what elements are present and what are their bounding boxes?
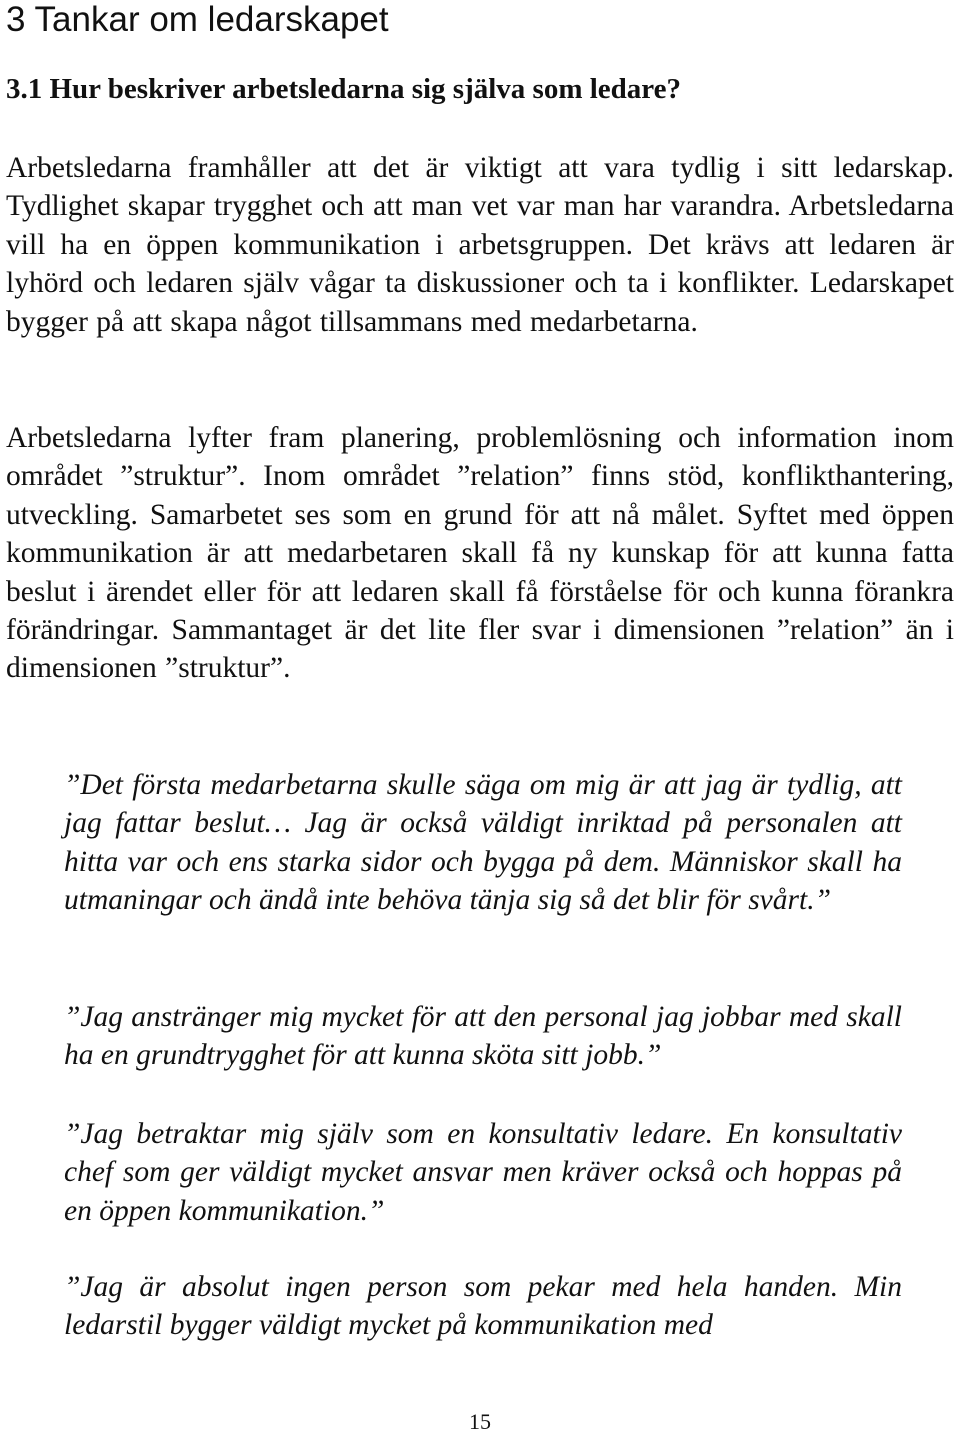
interview-quote: ”Jag anstränger mig mycket för att den personal jag jobbar med skall ha en grundtrygghet för att kunna sköta sitt jobb.” (64, 1001, 902, 1072)
interview-quote: ”Jag betraktar mig själv som en konsultativ ledare. En konsultativ chef som ger väldigt mycket ansvar men kräver också och hoppas på en öppen kommunikation.” (64, 1118, 902, 1227)
page-number: 15 (469, 1409, 491, 1434)
interview-quote: ”Det första medarbetarna skulle säga om mig är att jag är tydlig, att jag fattar beslut… Jag är också väldigt inriktad på personalen att hitta var och ens starka sidor och bygga på dem. Människor skall ha utmaningar och ändå inte behöva tänja sig så det blir för svårt.” (64, 769, 902, 917)
body-paragraph: Arbetsledarna framhåller att det är viktigt att vara tydlig i sitt ledarskap. Tydlighet skapar trygghet och att man vet var man har varandra. Arbetsledarna vill ha en öppen kommunikation i arbetsgruppen. Det krävs att ledaren är lyhörd och ledaren själv vågar ta diskussioner och ta i konflikter. Ledarskapet bygger på att skapa något tillsammans med medarbetarna. (6, 152, 954, 338)
document-page (6, 0, 954, 1436)
body-paragraph: Arbetsledarna lyfter fram planering, problemlösning och information inom området ”struktur”. Inom området ”relation” finns stöd, konflikthantering, utveckling. Samarbetet ses som en grund för att nå målet. Syftet med öppen kommunikation är att medarbetaren skall få ny kunskap för att kunna fatta beslut i ärendet eller för att ledaren skall få förståelse för och kunna förankra förändringar. Sammantaget är det lite fler svar i dimensionen ”relation” än i dimensionen ”struktur”. (6, 422, 954, 685)
section-title: 3.1 Hur beskriver arbetsledarna sig själva som ledare? (6, 73, 682, 105)
chapter-title: 3 Tankar om ledarskapet (6, 0, 389, 39)
interview-quote: ”Jag är absolut ingen person som pekar med hela handen. Min ledarstil bygger väldigt mycket på kommunikation med (64, 1271, 902, 1342)
